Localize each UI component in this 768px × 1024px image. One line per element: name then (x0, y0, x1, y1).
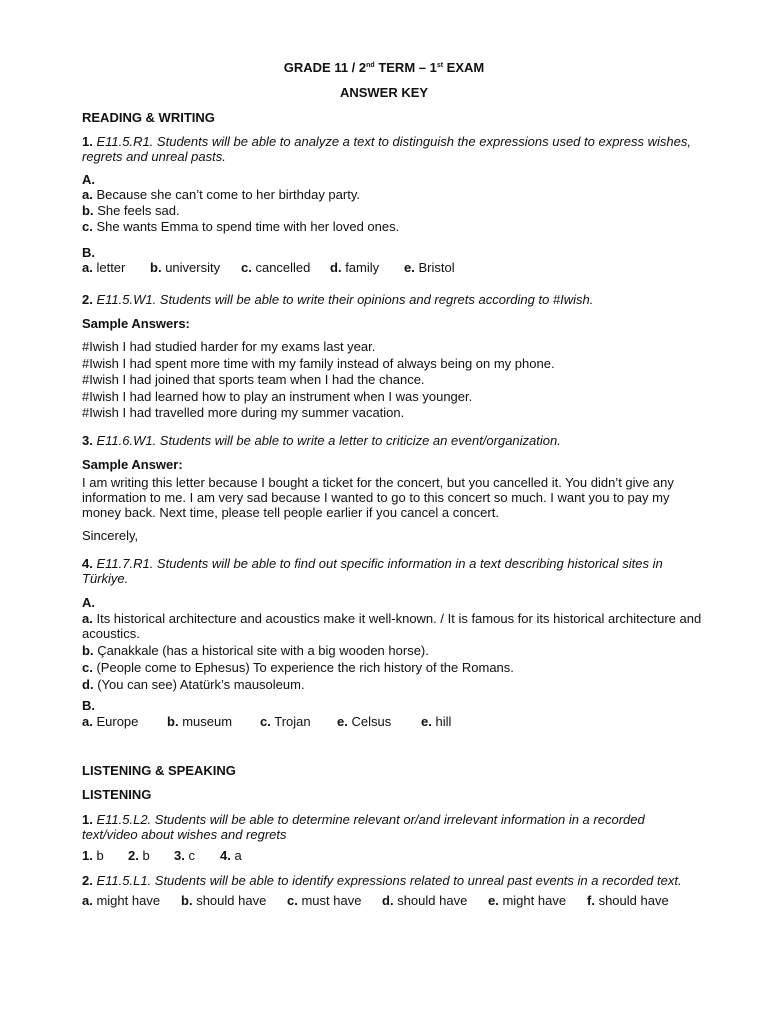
answer-item: f. should have (587, 893, 669, 908)
answer-item: 3. c (174, 848, 195, 863)
answer-item: a. Its historical architecture and acoustics make it well-known. / It is famous for its historical architecture and acoustics. (82, 611, 702, 641)
subsection-heading-listening: LISTENING (82, 787, 152, 802)
document-subtitle: ANSWER KEY (339, 85, 429, 100)
answer-item: d. (You can see) Atatürk’s mausoleum. (82, 677, 305, 692)
q2-sample-label: Sample Answers: (82, 316, 190, 331)
q3-closing: Sincerely, (82, 528, 139, 543)
answer-item: d. should have (382, 893, 468, 908)
answer-item: a. Europe (82, 714, 139, 729)
answer-item: b. should have (181, 893, 267, 908)
q3-sample-letter: I am writing this letter because I bought a ticket for the concert, but you cancelled it. You didn’t give any information to me. I am very sad because I wanted to go to this concert so much. I want you to pay my money back. Next time, please tell people earlier if you cancel a concert. (82, 475, 674, 520)
q4-part-a-label: A. (82, 595, 95, 610)
answer-item: e. Bristol (404, 260, 455, 275)
sample-answer-line: #Iwish I had spent more time with my family instead of always being on my phone. (82, 355, 555, 371)
document-title: GRADE 11 / 2nd TERM – 1st EXAM (283, 60, 485, 75)
sample-answer-line: #Iwish I had learned how to play an instrument when I was younger. (82, 388, 473, 404)
sample-answer-line: #Iwish I had studied harder for my exams last year. (82, 339, 376, 354)
answer-item: e. might have (488, 893, 567, 908)
answer-item: a. letter (82, 260, 126, 275)
sample-answer-line: #Iwish I had joined that sports team when I had the chance. (82, 372, 425, 387)
answer-item: 4. a (220, 848, 242, 863)
answer-item: a. Because she can’t come to her birthday party. (82, 187, 360, 202)
answer-item: b. She feels sad. (82, 203, 180, 218)
answer-item: 2. b (128, 848, 150, 863)
q1-part-a-label: A. (82, 172, 95, 187)
answer-item: c. Trojan (260, 714, 311, 729)
q1-part-b-label: B. (82, 245, 95, 260)
answer-item: c. must have (287, 893, 362, 908)
listening-question-2-objective: 2. E11.5.L1. Students will be able to identify expressions related to unreal past events in a recorded text. (82, 873, 682, 888)
answer-item: e. Celsus (337, 714, 392, 729)
answer-item: a. might have (82, 893, 161, 908)
q2-sample-answers (82, 339, 702, 422)
sample-answer-line: #Iwish I had travelled more during my summer vacation. (82, 405, 405, 420)
question-3-objective: 3. E11.6.W1. Students will be able to write a letter to criticize an event/organization. (82, 433, 561, 448)
q4-part-a-answers (82, 611, 708, 692)
answer-item: c. cancelled (241, 260, 311, 275)
answer-item: e. hill (421, 714, 452, 729)
listening-question-1-objective: 1. E11.5.L2. Students will be able to determine relevant or/and irrelevant information in a recorded text/video about wishes and regrets (82, 812, 645, 842)
answer-item: b. university (150, 260, 221, 275)
answer-item: c. She wants Emma to spend time with her loved ones. (82, 219, 400, 234)
section-heading-reading-writing: READING & WRITING (82, 110, 215, 125)
q4-part-b-label: B. (82, 698, 95, 713)
answer-item: 1. b (82, 848, 104, 863)
question-4-objective: 4. E11.7.R1. Students will be able to find out specific information in a text describing historical sites in Türkiye. (82, 556, 663, 586)
listening-q2-answers (82, 893, 702, 908)
section-heading-listening-speaking: LISTENING & SPEAKING (82, 763, 236, 778)
answer-item: d. family (330, 260, 380, 275)
answer-item: b. Çanakkale (has a historical site with a big wooden horse). (82, 643, 429, 658)
question-2-objective: 2. E11.5.W1. Students will be able to write their opinions and regrets according to #Iwish. (82, 292, 594, 307)
q4-part-b-answers (82, 714, 702, 729)
answer-item: c. (People come to Ephesus) To experience the rich history of the Romans. (82, 660, 514, 675)
q1-part-b-answers (82, 260, 702, 275)
listening-q1-answers (82, 848, 702, 863)
q3-sample-label: Sample Answer: (82, 457, 183, 472)
q1-part-a-answers (82, 187, 702, 234)
answer-item: b. museum (167, 714, 233, 729)
question-1-objective: 1. E11.5.R1. Students will be able to analyze a text to distinguish the expressions used to express wishes, regrets and unreal pasts. (82, 134, 691, 164)
